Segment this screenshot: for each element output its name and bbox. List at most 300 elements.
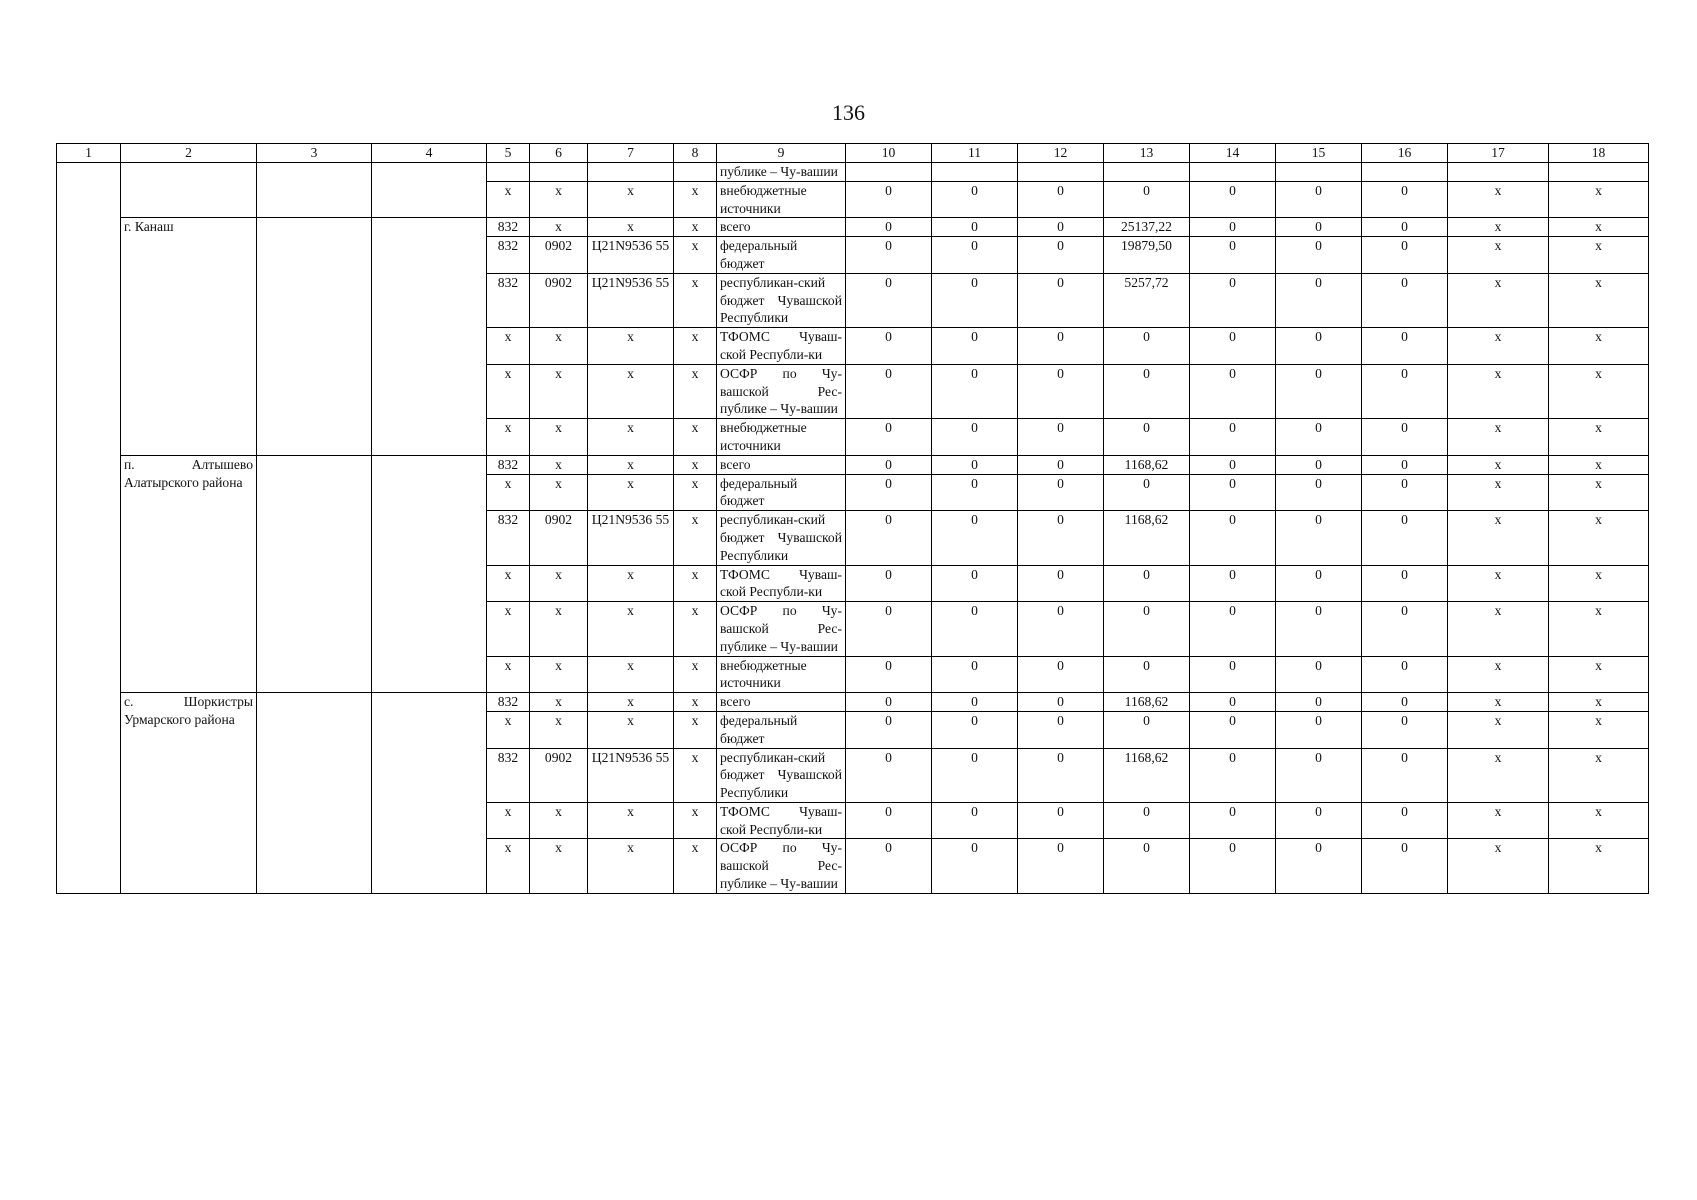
section-code-cell: x: [530, 802, 588, 839]
section-code-cell: x: [530, 218, 588, 237]
section-code-cell: [530, 163, 588, 182]
value-cell: 0: [1018, 273, 1104, 327]
section-code-cell: x: [530, 693, 588, 712]
expense-type-cell: x: [674, 565, 717, 602]
value-cell: x: [1549, 839, 1649, 893]
value-cell: x: [1448, 711, 1549, 748]
admin-code-cell: 832: [487, 455, 530, 474]
section-code-cell: x: [530, 364, 588, 418]
value-cell: x: [1549, 565, 1649, 602]
value-cell: 0: [846, 602, 932, 656]
target-code-cell: Ц21N9536 55: [588, 748, 674, 802]
funding-source-cell: республикан-ский бюджет Чувашской Республики: [717, 273, 846, 327]
value-cell: x: [1549, 511, 1649, 565]
value-cell: x: [1448, 802, 1549, 839]
admin-code-cell: x: [487, 839, 530, 893]
value-cell: 0: [1018, 364, 1104, 418]
expense-type-cell: x: [674, 748, 717, 802]
section-code-cell: 0902: [530, 273, 588, 327]
admin-code-cell: x: [487, 565, 530, 602]
funding-source-cell: ОСФР по Чу-вашской Рес-публике – Чу-вашии: [717, 364, 846, 418]
admin-code-cell: 832: [487, 693, 530, 712]
funding-source-cell: республикан-ский бюджет Чувашской Республики: [717, 511, 846, 565]
section-code-cell: x: [530, 328, 588, 365]
value-cell: 0: [846, 455, 932, 474]
value-cell: x: [1448, 693, 1549, 712]
value-cell: 0: [1362, 181, 1448, 218]
value-cell: 1168,62: [1104, 455, 1190, 474]
value-cell: 0: [1190, 711, 1276, 748]
target-code-cell: x: [588, 474, 674, 511]
funding-source-cell: федеральный бюджет: [717, 711, 846, 748]
target-code-cell: x: [588, 839, 674, 893]
expense-type-cell: x: [674, 511, 717, 565]
target-code-cell: x: [588, 364, 674, 418]
target-code-cell: x: [588, 711, 674, 748]
column-number: 12: [1018, 144, 1104, 163]
value-cell: x: [1448, 364, 1549, 418]
section-code-cell: x: [530, 181, 588, 218]
column-number: 8: [674, 144, 717, 163]
table-row: [57, 693, 1649, 712]
column-number: 9: [717, 144, 846, 163]
funding-source-cell: публике – Чу-вашии: [717, 163, 846, 182]
value-cell: 0: [846, 328, 932, 365]
value-cell: 0: [846, 364, 932, 418]
expense-type-cell: x: [674, 181, 717, 218]
value-cell: 0: [932, 748, 1018, 802]
value-cell: 0: [932, 802, 1018, 839]
value-cell: x: [1448, 273, 1549, 327]
target-code-cell: [588, 163, 674, 182]
value-cell: 0: [932, 839, 1018, 893]
value-cell: 0: [1276, 237, 1362, 274]
value-cell: [1104, 163, 1190, 182]
value-cell: x: [1549, 181, 1649, 218]
value-cell: 0: [932, 511, 1018, 565]
target-code-cell: x: [588, 218, 674, 237]
expense-type-cell: [674, 163, 717, 182]
value-cell: x: [1448, 839, 1549, 893]
value-cell: 0: [932, 218, 1018, 237]
value-cell: 0: [846, 474, 932, 511]
value-cell: 0: [1276, 602, 1362, 656]
value-cell: 0: [1104, 474, 1190, 511]
value-cell: 0: [1362, 565, 1448, 602]
admin-code-cell: 832: [487, 218, 530, 237]
value-cell: 0: [1018, 656, 1104, 693]
target-code-cell: Ц21N9536 55: [588, 511, 674, 565]
section-code-cell: x: [530, 474, 588, 511]
value-cell: x: [1549, 656, 1649, 693]
value-cell: 0: [1276, 181, 1362, 218]
target-code-cell: x: [588, 565, 674, 602]
value-cell: 1168,62: [1104, 511, 1190, 565]
column-number: 10: [846, 144, 932, 163]
value-cell: 0: [1362, 602, 1448, 656]
value-cell: 0: [1276, 455, 1362, 474]
value-cell: x: [1448, 237, 1549, 274]
value-cell: 0: [1276, 802, 1362, 839]
value-cell: 0: [1104, 364, 1190, 418]
value-cell: [1018, 163, 1104, 182]
admin-code-cell: x: [487, 711, 530, 748]
column-number: 4: [372, 144, 487, 163]
table-body: [57, 144, 1649, 894]
value-cell: 0: [932, 474, 1018, 511]
section-code-cell: x: [530, 839, 588, 893]
value-cell: x: [1448, 565, 1549, 602]
section-code-cell: x: [530, 711, 588, 748]
target-code-cell: x: [588, 419, 674, 456]
target-code-cell: x: [588, 693, 674, 712]
value-cell: [1549, 163, 1649, 182]
value-cell: 0: [1018, 218, 1104, 237]
value-cell: 0: [1018, 839, 1104, 893]
value-cell: 0: [1276, 273, 1362, 327]
admin-code-cell: x: [487, 364, 530, 418]
col3-cell: [257, 218, 372, 455]
expense-type-cell: x: [674, 693, 717, 712]
value-cell: 0: [1362, 474, 1448, 511]
page-number: 136: [832, 100, 865, 125]
section-code-cell: 0902: [530, 237, 588, 274]
admin-code-cell: x: [487, 419, 530, 456]
value-cell: 0: [932, 237, 1018, 274]
value-cell: 0: [932, 565, 1018, 602]
value-cell: 0: [1104, 602, 1190, 656]
funding-source-cell: ТФОМС Чуваш-ской Республи-ки: [717, 565, 846, 602]
table-row: [57, 455, 1649, 474]
admin-code-cell: x: [487, 181, 530, 218]
admin-code-cell: 832: [487, 237, 530, 274]
settlement-name-cell: п. Алтышево Алатырского района: [121, 455, 257, 692]
value-cell: 0: [846, 237, 932, 274]
column-number: 16: [1362, 144, 1448, 163]
value-cell: 0: [846, 511, 932, 565]
value-cell: 0: [1362, 273, 1448, 327]
value-cell: x: [1549, 218, 1649, 237]
value-cell: 0: [1018, 748, 1104, 802]
target-code-cell: x: [588, 328, 674, 365]
target-code-cell: x: [588, 656, 674, 693]
value-cell: 0: [1104, 565, 1190, 602]
value-cell: 0: [846, 656, 932, 693]
expense-type-cell: x: [674, 656, 717, 693]
value-cell: 0: [1104, 328, 1190, 365]
value-cell: x: [1549, 237, 1649, 274]
name-cell: [121, 163, 257, 218]
value-cell: x: [1549, 602, 1649, 656]
value-cell: [846, 163, 932, 182]
funding-source-cell: ТФОМС Чуваш-ской Республи-ки: [717, 802, 846, 839]
admin-code-cell: 832: [487, 748, 530, 802]
value-cell: 0: [846, 711, 932, 748]
value-cell: 0: [1276, 693, 1362, 712]
value-cell: 0: [846, 181, 932, 218]
target-code-cell: x: [588, 802, 674, 839]
value-cell: x: [1549, 693, 1649, 712]
col4-cell: [372, 455, 487, 692]
table-row: [57, 218, 1649, 237]
value-cell: 0: [1190, 839, 1276, 893]
funding-source-cell: всего: [717, 218, 846, 237]
value-cell: 0: [932, 419, 1018, 456]
funding-source-cell: всего: [717, 455, 846, 474]
value-cell: 0: [1362, 748, 1448, 802]
funding-source-cell: ОСФР по Чу-вашской Рес-публике – Чу-вашии: [717, 602, 846, 656]
funding-source-cell: внебюджетные источники: [717, 419, 846, 456]
value-cell: 0: [846, 419, 932, 456]
expense-type-cell: x: [674, 237, 717, 274]
value-cell: 0: [1018, 711, 1104, 748]
admin-code-cell: 832: [487, 273, 530, 327]
column-number: 18: [1549, 144, 1649, 163]
value-cell: 0: [1190, 802, 1276, 839]
expense-type-cell: x: [674, 364, 717, 418]
value-cell: 0: [1362, 693, 1448, 712]
column-number: 5: [487, 144, 530, 163]
value-cell: 0: [1190, 693, 1276, 712]
value-cell: x: [1448, 181, 1549, 218]
column-number: 11: [932, 144, 1018, 163]
value-cell: x: [1549, 474, 1649, 511]
value-cell: 0: [846, 273, 932, 327]
funding-source-cell: федеральный бюджет: [717, 237, 846, 274]
column-number: 2: [121, 144, 257, 163]
value-cell: x: [1549, 455, 1649, 474]
value-cell: 0: [1190, 273, 1276, 327]
value-cell: 0: [1276, 474, 1362, 511]
value-cell: 0: [932, 711, 1018, 748]
value-cell: x: [1448, 455, 1549, 474]
column-number: 17: [1448, 144, 1549, 163]
value-cell: 0: [1276, 419, 1362, 456]
value-cell: x: [1448, 511, 1549, 565]
value-cell: 0: [1018, 455, 1104, 474]
value-cell: x: [1549, 748, 1649, 802]
value-cell: 0: [1276, 656, 1362, 693]
value-cell: 0: [932, 693, 1018, 712]
value-cell: [1276, 163, 1362, 182]
value-cell: 0: [1104, 656, 1190, 693]
value-cell: x: [1448, 602, 1549, 656]
expense-type-cell: x: [674, 218, 717, 237]
value-cell: 0: [1190, 218, 1276, 237]
target-code-cell: x: [588, 602, 674, 656]
value-cell: x: [1448, 218, 1549, 237]
settlement-name-cell: г. Канаш: [121, 218, 257, 455]
expense-type-cell: x: [674, 711, 717, 748]
funding-source-cell: федеральный бюджет: [717, 474, 846, 511]
section-code-cell: 0902: [530, 748, 588, 802]
value-cell: 0: [932, 455, 1018, 474]
admin-code-cell: x: [487, 602, 530, 656]
expense-type-cell: x: [674, 802, 717, 839]
value-cell: 19879,50: [1104, 237, 1190, 274]
col3-cell: [257, 693, 372, 894]
column-number: 1: [57, 144, 121, 163]
value-cell: 0: [1018, 802, 1104, 839]
funding-source-cell: республикан-ский бюджет Чувашской Республики: [717, 748, 846, 802]
value-cell: x: [1448, 419, 1549, 456]
column-number: 7: [588, 144, 674, 163]
section-code-cell: x: [530, 656, 588, 693]
value-cell: 0: [1104, 181, 1190, 218]
value-cell: 0: [1190, 565, 1276, 602]
value-cell: 0: [1104, 711, 1190, 748]
value-cell: 0: [1190, 511, 1276, 565]
expense-type-cell: x: [674, 839, 717, 893]
value-cell: 0: [1018, 328, 1104, 365]
funding-source-cell: внебюджетные источники: [717, 656, 846, 693]
value-cell: 0: [1018, 181, 1104, 218]
expense-type-cell: x: [674, 602, 717, 656]
expense-type-cell: x: [674, 474, 717, 511]
value-cell: 0: [1362, 218, 1448, 237]
value-cell: 0: [1190, 419, 1276, 456]
value-cell: x: [1549, 802, 1649, 839]
funding-source-cell: внебюджетные источники: [717, 181, 846, 218]
section-code-cell: x: [530, 565, 588, 602]
value-cell: 0: [1362, 711, 1448, 748]
value-cell: 0: [1276, 748, 1362, 802]
value-cell: 0: [932, 273, 1018, 327]
col4-cell: [372, 218, 487, 455]
funding-source-cell: ОСФР по Чу-вашской Рес-публике – Чу-вашии: [717, 839, 846, 893]
value-cell: 0: [1018, 693, 1104, 712]
value-cell: 0: [1190, 455, 1276, 474]
value-cell: x: [1549, 364, 1649, 418]
value-cell: 0: [1018, 474, 1104, 511]
admin-code-cell: x: [487, 474, 530, 511]
column-number: 14: [1190, 144, 1276, 163]
value-cell: 0: [932, 602, 1018, 656]
value-cell: x: [1549, 273, 1649, 327]
value-cell: 0: [1190, 602, 1276, 656]
value-cell: 0: [1362, 656, 1448, 693]
value-cell: 0: [1190, 328, 1276, 365]
expense-type-cell: x: [674, 273, 717, 327]
value-cell: 0: [932, 181, 1018, 218]
column-number: 3: [257, 144, 372, 163]
section-code-cell: x: [530, 602, 588, 656]
value-cell: 0: [1276, 511, 1362, 565]
value-cell: x: [1549, 419, 1649, 456]
admin-code-cell: 832: [487, 511, 530, 565]
value-cell: x: [1448, 656, 1549, 693]
value-cell: 0: [1104, 802, 1190, 839]
value-cell: 0: [1276, 711, 1362, 748]
column-number-row: [57, 144, 1649, 163]
value-cell: 0: [846, 802, 932, 839]
value-cell: 0: [1362, 237, 1448, 274]
admin-code-cell: x: [487, 328, 530, 365]
value-cell: 25137,22: [1104, 218, 1190, 237]
settlement-name-cell: с. Шоркистры Урмарского района: [121, 693, 257, 894]
value-cell: 5257,72: [1104, 273, 1190, 327]
value-cell: 0: [1018, 565, 1104, 602]
value-cell: 0: [1018, 511, 1104, 565]
value-cell: 0: [1018, 602, 1104, 656]
admin-code-cell: [487, 163, 530, 182]
value-cell: 0: [1362, 802, 1448, 839]
value-cell: 0: [1362, 511, 1448, 565]
value-cell: 0: [1190, 656, 1276, 693]
value-cell: 0: [846, 693, 932, 712]
value-cell: 0: [1276, 218, 1362, 237]
value-cell: [1190, 163, 1276, 182]
value-cell: 0: [846, 565, 932, 602]
value-cell: 0: [932, 656, 1018, 693]
target-code-cell: Ц21N9536 55: [588, 237, 674, 274]
value-cell: [1448, 163, 1549, 182]
value-cell: 0: [1190, 181, 1276, 218]
value-cell: 0: [932, 364, 1018, 418]
value-cell: 0: [846, 839, 932, 893]
value-cell: 0: [1190, 237, 1276, 274]
value-cell: 0: [1190, 748, 1276, 802]
target-code-cell: Ц21N9536 55: [588, 273, 674, 327]
col4-cell: [372, 693, 487, 894]
section-code-cell: x: [530, 419, 588, 456]
funding-source-cell: всего: [717, 693, 846, 712]
value-cell: 1168,62: [1104, 693, 1190, 712]
value-cell: 0: [932, 328, 1018, 365]
value-cell: 0: [1362, 839, 1448, 893]
value-cell: 0: [1276, 565, 1362, 602]
number-cell: [57, 163, 121, 894]
value-cell: 0: [846, 748, 932, 802]
column-number: 15: [1276, 144, 1362, 163]
value-cell: x: [1448, 748, 1549, 802]
col4-cell: [372, 163, 487, 218]
expense-type-cell: x: [674, 455, 717, 474]
value-cell: x: [1549, 711, 1649, 748]
value-cell: 0: [1276, 328, 1362, 365]
value-cell: 0: [1276, 839, 1362, 893]
expense-type-cell: x: [674, 419, 717, 456]
value-cell: 0: [1362, 328, 1448, 365]
funding-source-cell: ТФОМС Чуваш-ской Республи-ки: [717, 328, 846, 365]
value-cell: 0: [1362, 455, 1448, 474]
section-code-cell: 0902: [530, 511, 588, 565]
col3-cell: [257, 455, 372, 692]
section-code-cell: x: [530, 455, 588, 474]
value-cell: x: [1448, 474, 1549, 511]
table-row: [57, 163, 1649, 182]
value-cell: 0: [1362, 419, 1448, 456]
column-number: 13: [1104, 144, 1190, 163]
column-number: 6: [530, 144, 588, 163]
value-cell: 0: [1276, 364, 1362, 418]
col3-cell: [257, 163, 372, 218]
value-cell: 0: [1104, 419, 1190, 456]
target-code-cell: x: [588, 181, 674, 218]
budget-table: [56, 143, 1649, 894]
expense-type-cell: x: [674, 328, 717, 365]
value-cell: 0: [1018, 237, 1104, 274]
value-cell: x: [1549, 328, 1649, 365]
admin-code-cell: x: [487, 802, 530, 839]
value-cell: x: [1448, 328, 1549, 365]
value-cell: [1362, 163, 1448, 182]
value-cell: 0: [1190, 474, 1276, 511]
value-cell: 0: [1362, 364, 1448, 418]
value-cell: 0: [1104, 839, 1190, 893]
admin-code-cell: x: [487, 656, 530, 693]
value-cell: 0: [1018, 419, 1104, 456]
